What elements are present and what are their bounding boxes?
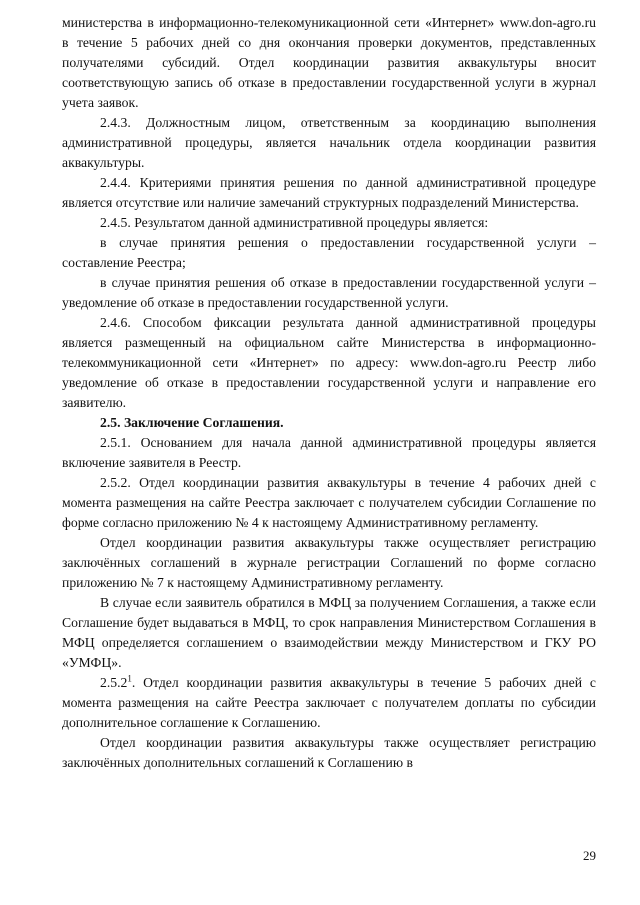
paragraph: 2.4.6. Способом фиксации результата данной административной процедуры является размещенный на официальном сайте Министерства в информационно-телекоммуникационной сети «Интернет» по адресу: www.don-agro.ru Реестр либо уведомление об отказе в предоставлении государственной услуги и направление его заявителю. xyxy=(62,315,596,410)
paragraph: 2.5.1. Основанием для начала данной административной процедуры является включение заявителя в Реестр. xyxy=(62,435,596,470)
paragraph xyxy=(62,673,596,733)
section-heading: 2.5. Заключение Соглашения. xyxy=(100,415,284,430)
clause-number: 2.5.2 xyxy=(100,675,128,690)
paragraph: 2.5.2. Отдел координации развития аквакультуры в течение 4 рабочих дней с момента размещения на сайте Реестра заключает с получателем субсидии Соглашение по форме согласно приложению № 4 к настоящему Административному регламенту. xyxy=(62,475,596,530)
paragraph: 2.4.4. Критериями принятия решения по данной административной процедуре является отсутствие или наличие замечаний структурных подразделений Министерства. xyxy=(62,175,596,210)
paragraph: 2.4.3. Должностным лицом, ответственным за координацию выполнения административной процедуры, является начальник отдела координации развития аквакультуры. xyxy=(62,115,596,170)
clause-superscript: 1 xyxy=(127,673,132,684)
page-number: 29 xyxy=(583,848,596,863)
paragraph: в случае принятия решения об отказе в предоставлении государственной услуги – уведомление об отказе в предоставлении государственной услуги. xyxy=(62,275,596,310)
paragraph: министерства в информационно-телекомуникационной сети «Интернет» www.don-agro.ru в течение 5 рабочих дней со дня окончания проверки документов, представленных получателями субсидий. Отдел координации развития аквакультуры вносит соответствующую запись об отказе в предоставлении государственной услуги в журнал учета заявок. xyxy=(62,15,596,110)
paragraph: Отдел координации развития аквакультуры также осуществляет регистрацию заключённых дополнительных соглашений к Соглашению в xyxy=(62,735,596,770)
document-body xyxy=(62,13,596,773)
paragraph: 2.4.5. Результатом данной административной процедуры является: xyxy=(100,215,489,230)
paragraph-text: . Отдел координации развития аквакультуры в течение 5 рабочих дней с момента размещения на сайте Реестра заключает с получателем доплаты по субсидии дополнительное соглашение к Соглашению. xyxy=(62,675,596,730)
paragraph: в случае принятия решения о предоставлении государственной услуги – составление Реестра; xyxy=(62,235,596,270)
paragraph: Отдел координации развития аквакультуры также осуществляет регистрацию заключённых соглашений в журнале регистрации Соглашений по форме согласно приложению № 7 к настоящему Административному регламенту. xyxy=(62,535,596,590)
paragraph: В случае если заявитель обратился в МФЦ за получением Соглашения, а также если Соглашение будет выдаваться в МФЦ, то срок направления Министерством Соглашения в МФЦ определяется соглашением о взаимодействии между Министерством и ГКУ РО «УМФЦ». xyxy=(62,595,596,670)
